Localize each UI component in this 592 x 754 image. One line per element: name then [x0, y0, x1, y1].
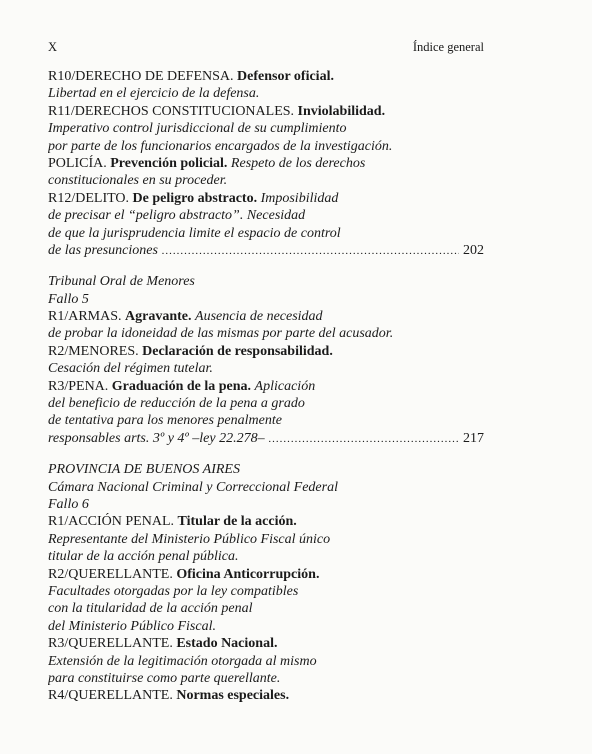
entry-description: Imperativo control jurisdiccional de su cumplimiento — [48, 121, 347, 137]
entry-title: Estado Nacional. — [176, 636, 278, 652]
entry-description: de probar la idoneidad de las mismas por parte del acusador. — [48, 326, 394, 342]
index-content — [48, 68, 484, 705]
province-heading: PROVINCIA DE BUENOS AIRES — [48, 462, 240, 478]
entry-description: de que la jurisprudencia limite el espacio de control — [48, 225, 341, 241]
entry-description: de tentativa para los menores penalmente — [48, 413, 282, 429]
entry-title: Titular de la acción. — [177, 514, 297, 530]
running-title: Índice general — [412, 40, 484, 54]
page-reference: 217 — [463, 430, 484, 446]
entry-leader-line — [48, 242, 484, 259]
index-entry — [48, 566, 484, 583]
entry-description: para constituirse como parte querellante. — [48, 670, 281, 686]
entry-title: Prevención policial. — [110, 155, 228, 171]
entry-title: Inviolabilidad. — [297, 103, 386, 119]
court-name: Cámara Nacional Criminal y Correccional Federal — [48, 479, 338, 495]
index-entry — [48, 513, 484, 530]
entry-title: Graduación de la pena. — [111, 378, 252, 394]
entry-code: R11/DERECHOS CONSTITUCIONALES. — [48, 103, 295, 119]
entry-description: Libertad en el ejercicio de la defensa. — [48, 86, 260, 102]
index-entry — [48, 68, 484, 85]
entry-code: R2/MENORES. — [48, 343, 139, 359]
fallo-label: Fallo 6 — [48, 496, 89, 512]
entry-leader-line — [48, 430, 484, 447]
entry-code: R4/QUERELLANTE. — [48, 688, 173, 704]
court-name: Tribunal Oral de Menores — [48, 274, 195, 290]
entry-code: R1/ACCIÓN PENAL. — [48, 514, 175, 530]
page-header — [48, 40, 484, 55]
entry-title: Declaración de responsabilidad. — [142, 343, 333, 359]
entry-description: de precisar el “peligro abstracto”. Necesidad — [48, 208, 306, 224]
entry-description: de las presunciones — [48, 242, 158, 258]
entry-code: R2/QUERELLANTE. — [48, 566, 173, 582]
entry-description: por parte de los funcionarios encargados de la investigación. — [48, 138, 393, 154]
entry-description: Respeto de los derechos — [230, 155, 366, 171]
entry-description: Extensión de la legitimación otorgada al mismo — [48, 653, 317, 669]
page-reference: 202 — [463, 242, 484, 258]
entry-description: del beneficio de reducción de la pena a grado — [48, 396, 305, 412]
entry-description: Aplicación — [254, 378, 316, 394]
page-number: X — [48, 40, 58, 54]
entry-description: Imposibilidad — [260, 190, 339, 206]
entry-title: De peligro abstracto. — [132, 190, 258, 206]
index-entry — [48, 378, 484, 395]
entry-code: R3/QUERELLANTE. — [48, 636, 173, 652]
entry-title: Normas especiales. — [176, 688, 290, 704]
entry-description: responsables arts. 3º y 4º –ley 22.278– — [48, 430, 265, 446]
index-entry — [48, 308, 484, 325]
entry-description: Ausencia de necesidad — [195, 309, 323, 325]
entry-title: Oficina Anticorrupción. — [176, 566, 320, 582]
entry-title: Agravante. — [125, 309, 192, 325]
entry-description: Cesación del régimen tutelar. — [48, 361, 213, 377]
entry-code: R1/ARMAS. — [48, 309, 122, 325]
index-entry — [48, 635, 484, 652]
entry-description: Representante del Ministerio Público Fiscal único — [48, 531, 331, 547]
fallo-label: Fallo 5 — [48, 291, 89, 307]
index-entry — [48, 103, 484, 120]
index-entry — [48, 343, 484, 360]
index-entry — [48, 190, 484, 207]
entry-description: del Ministerio Público Fiscal. — [48, 618, 216, 634]
entry-code: R12/DELITO. — [48, 190, 130, 206]
entry-title: Defensor oficial. — [237, 69, 334, 84]
entry-description: constitucionales en su proceder. — [48, 173, 228, 189]
entry-code: POLICÍA. — [48, 155, 107, 171]
entry-description: Facultades otorgadas por la ley compatibles — [48, 583, 299, 599]
entry-code: R3/PENA. — [48, 378, 109, 394]
dot-leader — [269, 431, 459, 447]
entry-code: R10/DERECHO DE DEFENSA. — [48, 69, 234, 84]
index-entry — [48, 687, 484, 704]
dot-leader — [162, 243, 459, 259]
index-entry — [48, 155, 484, 172]
entry-description: con la titularidad de la acción penal — [48, 601, 253, 617]
entry-description: titular de la acción penal pública. — [48, 549, 239, 565]
